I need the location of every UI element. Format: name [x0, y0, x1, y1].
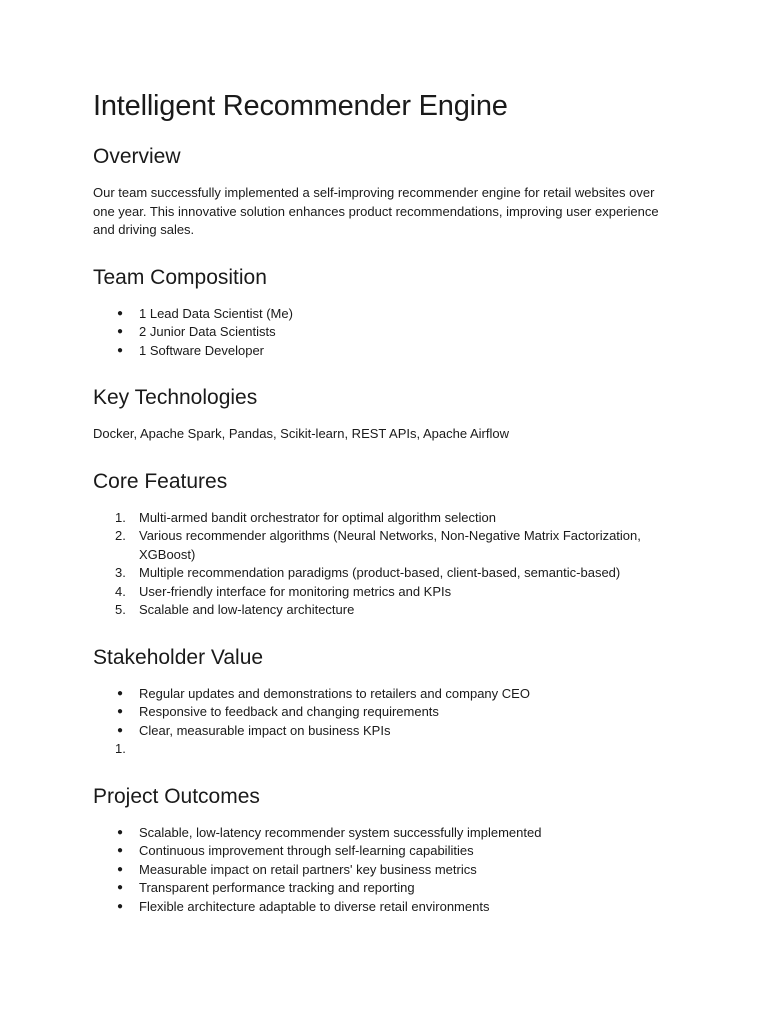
list-item: ● Continuous improvement through self-learning capabilities [93, 842, 676, 861]
bullet-marker: ● [117, 326, 124, 337]
list-item: 3. Multiple recommendation paradigms (product-based, client-based, semantic-based) [93, 564, 676, 583]
list-item: ● Clear, measurable impact on business KPIs [93, 722, 676, 741]
bullet-marker: ● [117, 845, 124, 856]
list-item: 2. Various recommender algorithms (Neural Networks, Non-Negative Matrix Factorization, XGBoost) [115, 528, 641, 562]
list-item: ● Responsive to feedback and changing requirements [93, 703, 676, 722]
bullet-marker: ● [117, 882, 124, 893]
list-item: ● 1 Lead Data Scientist (Me) [93, 305, 676, 324]
team-list [93, 305, 676, 361]
bullet-marker: ● [117, 687, 124, 699]
features-list [93, 509, 676, 620]
list-item-empty [93, 740, 676, 759]
heading-stakeholder-value: Stakeholder Value [93, 645, 264, 669]
list-item: ● Transparent performance tracking and reporting [93, 879, 676, 898]
list-item: ● Measurable impact on retail partners' key business metrics [93, 861, 676, 880]
list-item: ● Scalable, low-latency recommender system successfully implemented [93, 824, 676, 843]
number-marker: 2. [115, 528, 126, 543]
technologies-text: Docker, Apache Spark, Pandas, Scikit-learn, REST APIs, Apache Airflow [93, 426, 509, 441]
heading-core-features: Core Features [93, 469, 228, 493]
heading-project-outcomes: Project Outcomes [93, 784, 260, 808]
bullet-marker: ● [117, 706, 124, 717]
list-item: ● Regular updates and demonstrations to retailers and company CEO [93, 685, 676, 704]
bullet-marker: ● [117, 900, 124, 912]
number-marker: 4. [115, 583, 126, 599]
bullet-marker: ● [117, 826, 124, 838]
heading-team-composition: Team Composition [93, 265, 267, 289]
number-marker: 5. [115, 602, 126, 617]
stakeholder-list [93, 685, 676, 759]
heading-key-technologies: Key Technologies [93, 386, 258, 409]
bullet-marker: ● [117, 863, 124, 875]
list-item: ● 2 Junior Data Scientists [93, 323, 676, 342]
number-marker: 1. [115, 741, 126, 756]
list-item: ● Flexible architecture adaptable to diverse retail environments [93, 898, 676, 917]
list-item: 1. Multi-armed bandit orchestrator for optimal algorithm selection [93, 509, 676, 528]
overview-text: Our team successfully implemented a self-improving recommender engine for retail websites over one year. This innovative solution enhances product recommendations, improving user experience and driving sales. [93, 185, 659, 237]
bullet-marker: ● [117, 724, 124, 736]
number-marker: 1. [115, 509, 126, 525]
bullet-marker: ● [117, 307, 124, 319]
bullet-marker: ● [117, 344, 124, 356]
outcomes-list [93, 824, 676, 917]
heading-overview: Overview [93, 145, 181, 168]
list-item: 5. Scalable and low-latency architecture [93, 601, 676, 620]
number-marker: 3. [115, 565, 126, 580]
document-title: Intelligent Recommender Engine [93, 90, 508, 122]
list-item: ● 1 Software Developer [93, 342, 676, 361]
list-item: 4. User-friendly interface for monitoring metrics and KPIs [93, 583, 676, 602]
